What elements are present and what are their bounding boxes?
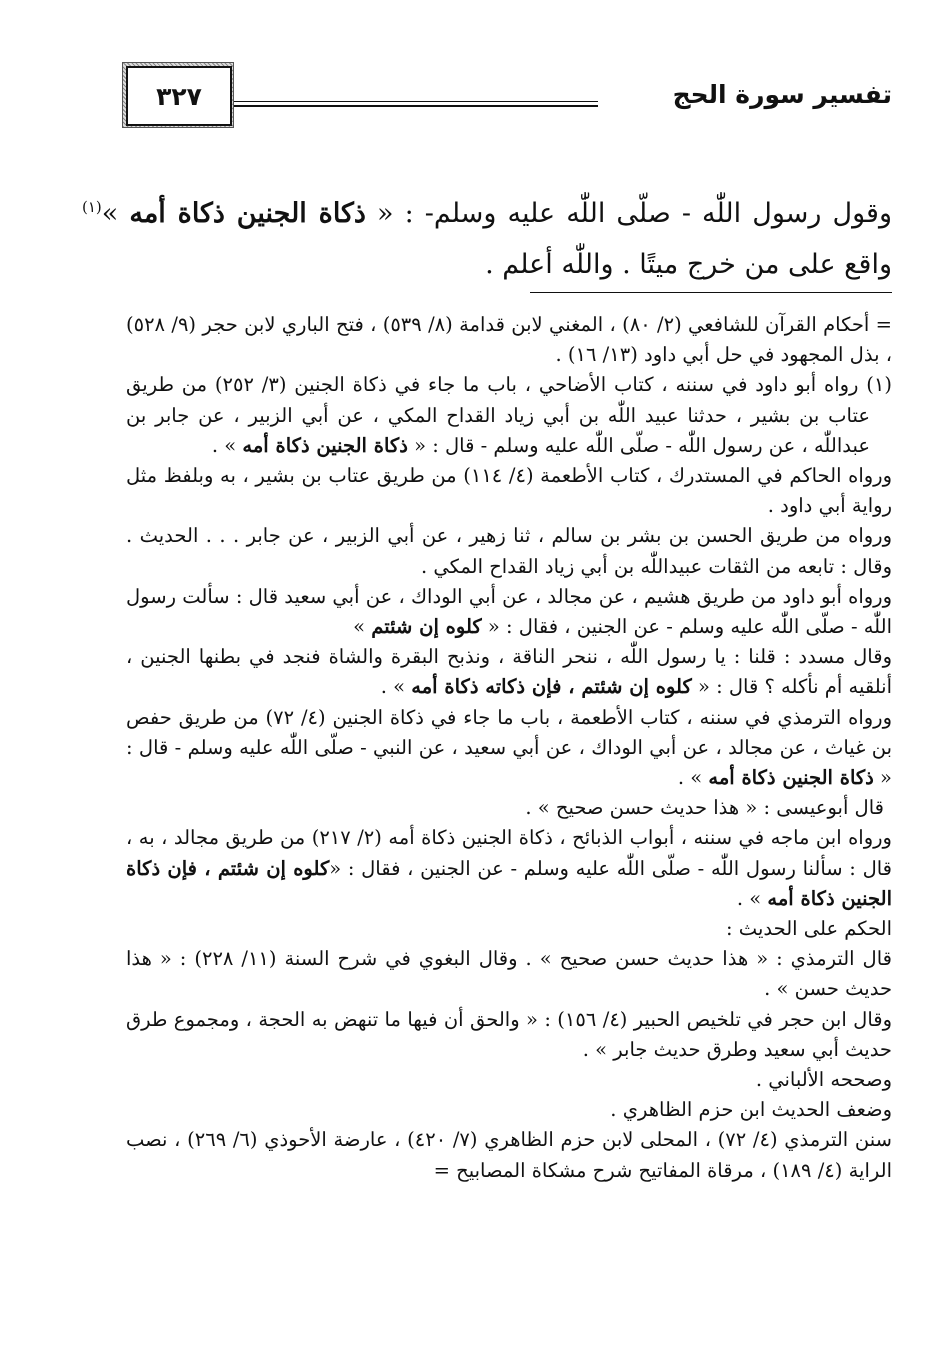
footnote-1-end: » . bbox=[211, 433, 243, 457]
main-text-a: وقول رسول اللّٰه - صلّى اللّٰه عليه وسلم- : « bbox=[365, 198, 892, 229]
footnote-end: » . bbox=[380, 675, 412, 699]
main-paragraph bbox=[82, 188, 892, 290]
footnote-line-tirmidhi-ruling: قال الترمذي : « هذا حديث حسن صحيح » . وقال البغوي في شرح السنة (١١/ ٢٢٨) : « هذا حديث حسن » . bbox=[126, 947, 892, 1001]
header-rule bbox=[232, 101, 598, 107]
page-number: ٣٢٧ bbox=[156, 82, 202, 111]
footnote-1-text: رواه أبو داود في سننه ، كتاب الأضاحي ، باب ما جاء في ذكاة الجنين (٣/ ٢٥٢) من طريق عتاب بن بشير ، حدثنا عبيد اللّٰه بن أبي زياد القداح المكي ، عن أبي الزبير ، عن جابر بن عبداللّٰه ، عن رسول اللّٰه - صلّى اللّٰه عليه وسلم - قال : « bbox=[126, 373, 870, 457]
footnote-continuation: = أحكام القرآن للشافعي (٢/ ٨٠) ، المغني لابن قدامة (٨/ ٥٣٩) ، فتح الباري لابن حجر (٩/ ٥٢٨) ، بذل المجهود في حل أبي داود (١٣/ ١٦) . bbox=[126, 313, 892, 367]
main-text-c: » bbox=[101, 198, 130, 229]
footnotes bbox=[126, 310, 892, 1186]
footnote-text: ورواه أبو داود من طريق هشيم ، عن مجالد ، عن أبي الوداك ، عن أبي سعيد قال : سألت رسول اللّٰه - صلّى اللّٰه عليه وسلم - عن الجنين ، فقال : « bbox=[126, 584, 892, 639]
footnote-line-sources: سنن الترمذي (٤/ ٧٢) ، المحلى لابن حزم الظاهري (٧/ ٤٢٠) ، عارضة الأحوذي (٦/ ٢٦٩) ، نصب الراية (٤/ ١٨٩) ، مرقاة المفاتيح شرح مشكاة المصابيح = bbox=[126, 1128, 892, 1182]
hadith-quote: ذكاة الجنين ذكاة أمه bbox=[129, 198, 366, 229]
footnote-quote: كلوه إن شئتم ، فإن ذكاة الجنين ذكاة أمه bbox=[126, 856, 892, 910]
footnote-line-tirmidhi bbox=[126, 703, 892, 794]
footnote-line-abu-dawud bbox=[126, 582, 892, 642]
main-text bbox=[82, 188, 892, 290]
footnote-quote: كلوه إن شئتم ، فإن ذكاته ذكاة أمه bbox=[411, 675, 692, 699]
footnote-quote: ذكاة الجنين ذكاة أمه bbox=[708, 766, 874, 790]
footnote-end: » . bbox=[677, 766, 709, 790]
footnote-end: » . bbox=[736, 886, 768, 910]
footnote-text: ورواه الترمذي في سننه ، كتاب الأطعمة ، باب ما جاء في ذكاة الجنين (٤/ ٧٢) من طريق حفص بن غياث ، عن مجالد ، عن أبي الوداك ، عن أبي سعيد ، عن النبي - صلّى اللّٰه عليه وسلم - قال : « bbox=[126, 705, 892, 790]
footnote-1-quote: ذكاة الجنين ذكاة أمه bbox=[242, 433, 408, 457]
footnote-1 bbox=[126, 370, 892, 461]
running-header-title: تفسير سورة الحج bbox=[672, 80, 892, 109]
footnote-line-ibn-hazm: وضعف الحديث ابن حزم الظاهري . bbox=[610, 1098, 892, 1122]
footnote-line-ruling-heading: الحكم على الحديث : bbox=[726, 917, 892, 941]
footnote-separator bbox=[530, 292, 892, 293]
footnote-1-number: (١) bbox=[866, 373, 892, 397]
footnote-text: وقال مسدد : قلنا : يا رسول اللّٰه ، ننحر الناقة ، ونذبح البقرة والشاة فنجد في بطنها الجنين ، أنلقيه أم نأكله ؟ قال : « bbox=[126, 645, 892, 699]
main-text-d: واقع على من خرج ميتًا . واللّٰه أعلم . bbox=[485, 249, 892, 280]
footnote-line-musaddad bbox=[126, 642, 892, 702]
footnote-line-abu-isa: قال أبوعيسى : « هذا حديث حسن صحيح » . bbox=[525, 796, 884, 820]
footnote-line-hasan: ورواه من طريق الحسن بن بشر بن سالم ، ثنا زهير ، عن أبي الزبير ، عن جابر . . . الحديث . وقال : تابعه من الثقات عبيداللّٰه بن أبي زياد القداح المكي . bbox=[126, 524, 892, 578]
footnote-quote: كلوه إن شئتم bbox=[371, 615, 482, 639]
footnote-ref: (١) bbox=[82, 198, 102, 216]
page-number-frame bbox=[126, 66, 232, 126]
footnote-line-hakim: ورواه الحاكم في المستدرك ، كتاب الأطعمة (٤/ ١١٤) من طريق عتاب بن بشير ، به وبلفظ مثل رواية أبي داود . bbox=[126, 464, 892, 518]
footnote-text: ورواه ابن ماجه في سننه ، أبواب الذبائح ، ذكاة الجنين ذكاة أمه (٢/ ٢١٧) من طريق مجالد ، به ، قال : سألنا رسول اللّٰه - صلّى اللّٰه عليه وسلم - عن الجنين ، فقال : « bbox=[126, 826, 892, 880]
footnote-line-ibn-majah bbox=[126, 823, 892, 914]
footnote-line-ibn-hajar: وقال ابن حجر في تلخيص الحبير (٤/ ١٥٦) : « والحق أن فيها ما تنهض به الحجة ، ومجموع طرق حديث أبي سعيد وطرق حديث جابر » . bbox=[126, 1007, 892, 1061]
footnote-line-albani: وصححه الألباني . bbox=[755, 1068, 892, 1092]
footnote-end: » bbox=[353, 615, 372, 639]
